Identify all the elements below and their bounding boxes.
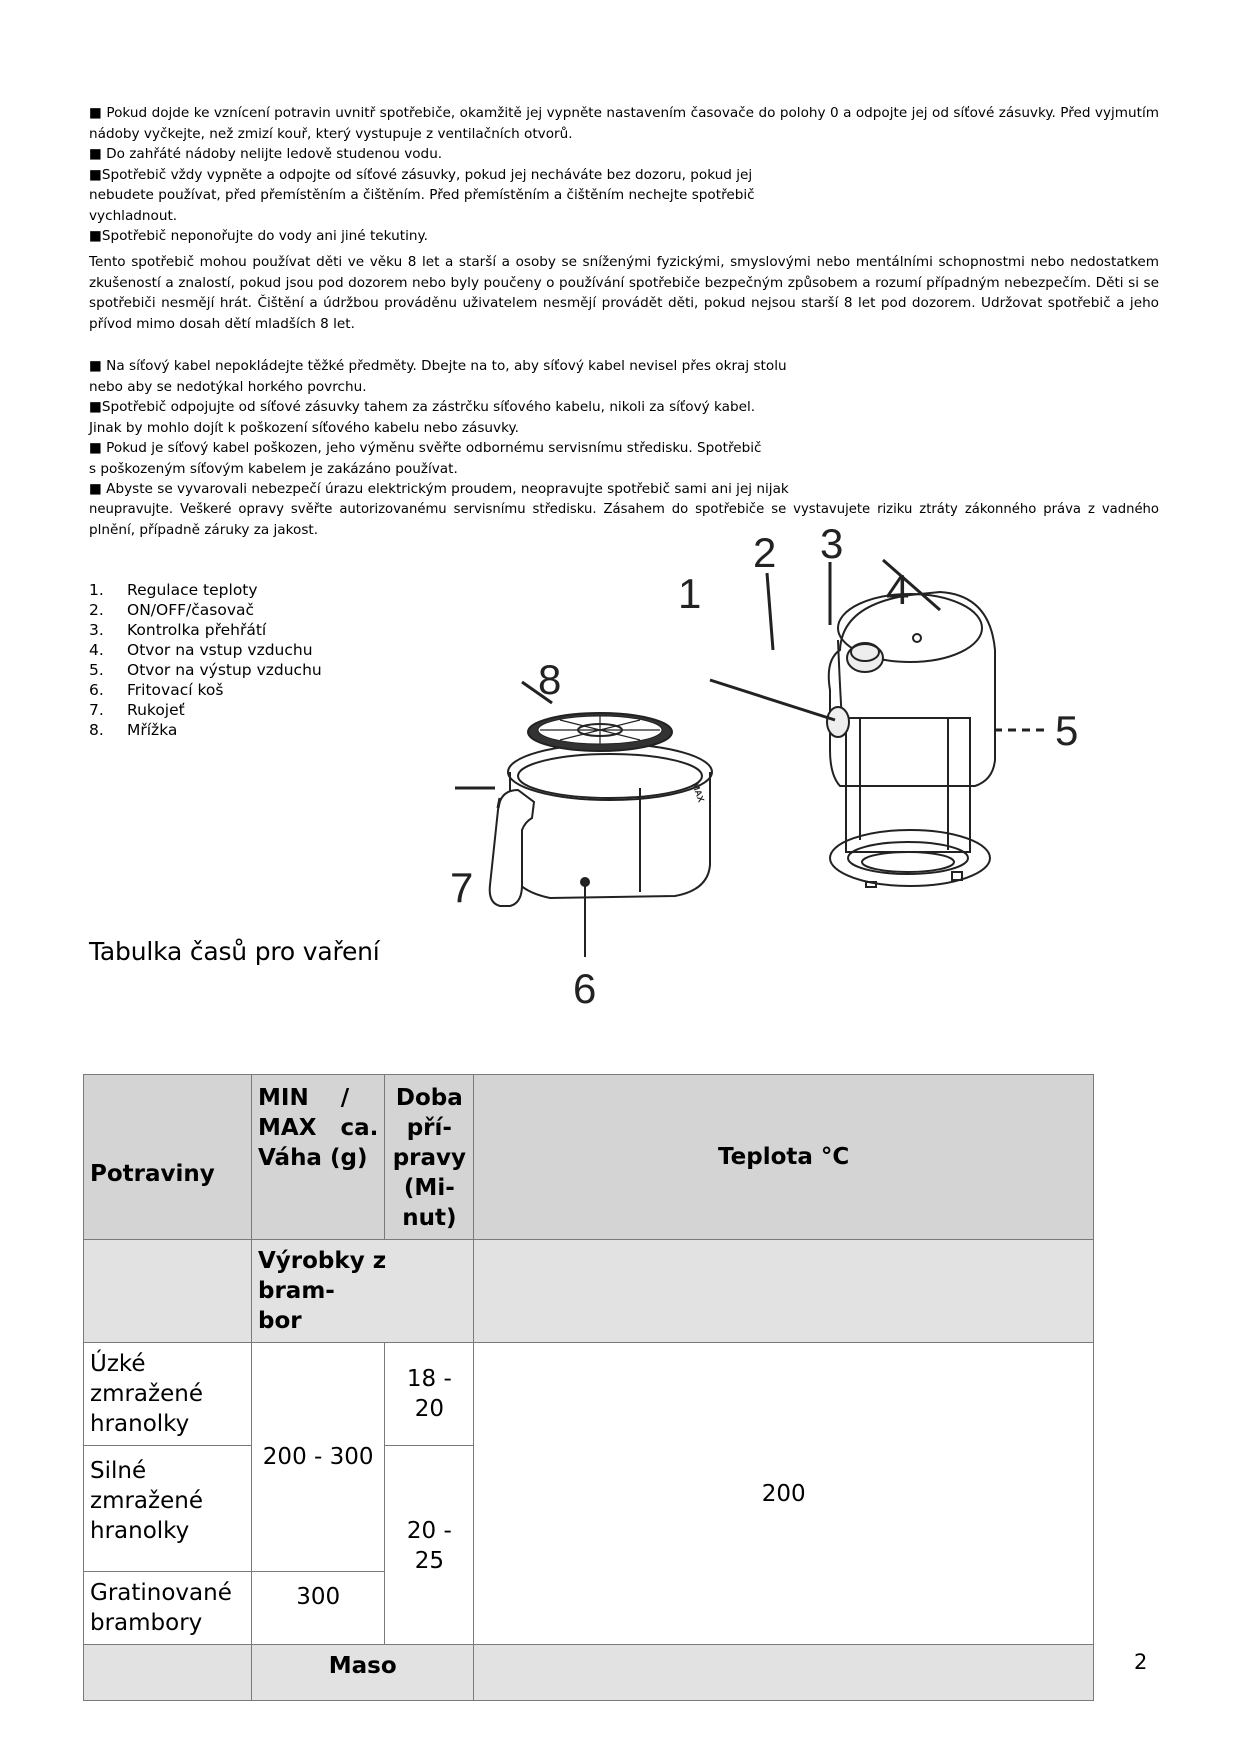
food-cell: Úzké zmražené hranolky (84, 1343, 252, 1446)
safety-note: plnění, případně záruky za jakost. (89, 522, 319, 538)
safety-note: ■ Pokud dojde ke vznícení potravin uvnitř spotřebiče, okamžitě jej vypněte nastavením časovače do polohy 0 a odpojte jej od síťové zásuvky. Před vyjmutím nádoby vyčkejte, než zmizí kouř, který vystupuje z ventilačních otvorů. (89, 105, 1159, 142)
safety-note: ■ Na síťový kabel nepokládejte těžké předměty. Dbejte na to, aby síťový kabel nevisel přes okraj stolu (89, 358, 787, 374)
merged-time-cell: 20 - 25 (385, 1446, 474, 1645)
list-item: 6. Fritovací koš (89, 681, 224, 699)
safety-note: vychladnout. (89, 207, 178, 224)
safety-note: Jinak by mohlo dojít k poškození síťového kabelu nebo zásuvky. (89, 419, 519, 436)
callout-1: 1 (678, 570, 702, 617)
fryer-base (830, 830, 990, 886)
list-item: 4. Otvor na vstup vzduchu (89, 641, 313, 659)
header-food: Potraviny (84, 1075, 252, 1240)
header-temp: Teplota °C (474, 1075, 1094, 1240)
parts-list (89, 580, 322, 740)
basket-handle (490, 790, 534, 906)
callout-5: 5 (1055, 707, 1079, 754)
list-item: 3. Kontrolka přehřátí (89, 621, 267, 639)
weight-cell: 300 (252, 1572, 385, 1645)
safety-note: ■Spotřebič vždy vypněte a odpojte od síťové zásuvky, pokud jej necháváte bez dozoru, pokud jej (89, 166, 753, 183)
callout-6: 6 (573, 965, 597, 1012)
time-cell: 18 - 20 (385, 1343, 474, 1446)
cooking-time-table (83, 1074, 1094, 1701)
merged-temp-cell: 200 (474, 1343, 1094, 1645)
callout-3: 3 (820, 520, 844, 567)
food-cell: Silné zmražené hranolky (84, 1446, 252, 1572)
max-mark: MAX (690, 781, 707, 804)
food-cell: Gratinované brambory (84, 1572, 252, 1645)
page-number: 2 (1134, 1650, 1148, 1674)
safety-notes-cable (89, 356, 1159, 541)
children-paragraph (89, 252, 1159, 334)
merged-weight-cell: 200 - 300 (252, 1343, 385, 1572)
callout-4: 4 (886, 566, 910, 613)
safety-note: ■ Abyste se vyvarovali nebezpečí úrazu elektrickým proudem, neopravujte spotřebič sami ani jej nijak (89, 481, 789, 497)
basket-rim (508, 744, 712, 800)
group-row-potatoes (84, 1240, 1094, 1343)
list-item: 2. ON/OFF/časovač (89, 601, 255, 619)
callout-2: 2 (753, 529, 777, 576)
header-time: Doba pří- pravy (Mi- nut) (385, 1075, 474, 1240)
group-meat-label: Maso (252, 1645, 474, 1701)
header-weight: MIN / MAX ca. Váha (g) (252, 1075, 385, 1240)
temperature-knob (827, 707, 849, 737)
safety-note: nebudete používat, před přemístěním a čištěním. Před přemístěním a čištěním nechejte spotřebič (89, 187, 755, 203)
safety-note: ■Spotřebič odpojujte od síťové zásuvky tahem za zástrčku síťového kabelu, nikoli za síťový kabel. (89, 399, 756, 415)
safety-note: ■ Do zahřáté nádoby nelijte ledově studenou vodu. (89, 146, 443, 162)
safety-notes-top (89, 103, 1159, 247)
safety-note: s poškozeným síťovým kabelem je zakázáno používat. (89, 460, 458, 477)
list-item: 5. Otvor na výstup vzduchu (89, 661, 322, 679)
safety-note: ■Spotřebič neponořujte do vody ani jiné tekutiny. (89, 228, 428, 244)
children-paragraph-text: Tento spotřebič mohou používat děti ve věku 8 let a starší a osoby se sníženými fyzickými, smyslovými nebo mentálními schopnostmi nebo nedostatkem zkušeností a znalostí, pokud jsou pod dozorem nebo byly poučeny o používání spotřebiče bezpečným způsobem a rozumí případným nebezpečím. Děti si se spotřebiči nesmějí hrát. Čištění a údržbou prováděnu uživatelem nesmějí provádět děti, pokud nejsou starší 8 let pod dozorem. Udržovat spotřebič a jeho přívod mimo dosah dětí mladších 8 let. (89, 254, 1159, 332)
list-item: 7. Rukojeť (89, 701, 185, 719)
table-row (84, 1343, 1094, 1446)
group-potatoes-label: Výrobky z bram- bor (252, 1240, 474, 1343)
safety-note: nebo aby se nedotýkal horkého povrchu. (89, 378, 367, 395)
safety-note: ■ Pokud je síťový kabel poškozen, jeho výměnu svěřte odbornému servisnímu středisku. Spotřebič (89, 440, 762, 456)
callout-8: 8 (538, 656, 562, 703)
table-title: Tabulka časů pro vaření (89, 937, 380, 966)
callout-7: 7 (450, 864, 474, 911)
list-item: 8. Mřížka (89, 721, 178, 739)
group-row-meat (84, 1645, 1094, 1701)
table-header-row (84, 1075, 1094, 1240)
air-fryer-figure (450, 520, 1090, 1020)
overheat-light (913, 634, 921, 642)
safety-note: neupravujte. Veškeré opravy svěřte autorizovanému servisnímu středisku. Zásahem do spotřebiče se vystavujete riziku ztráty zákonného práva z vadného (89, 501, 1159, 517)
list-item: 1. Regulace teploty (89, 581, 258, 599)
